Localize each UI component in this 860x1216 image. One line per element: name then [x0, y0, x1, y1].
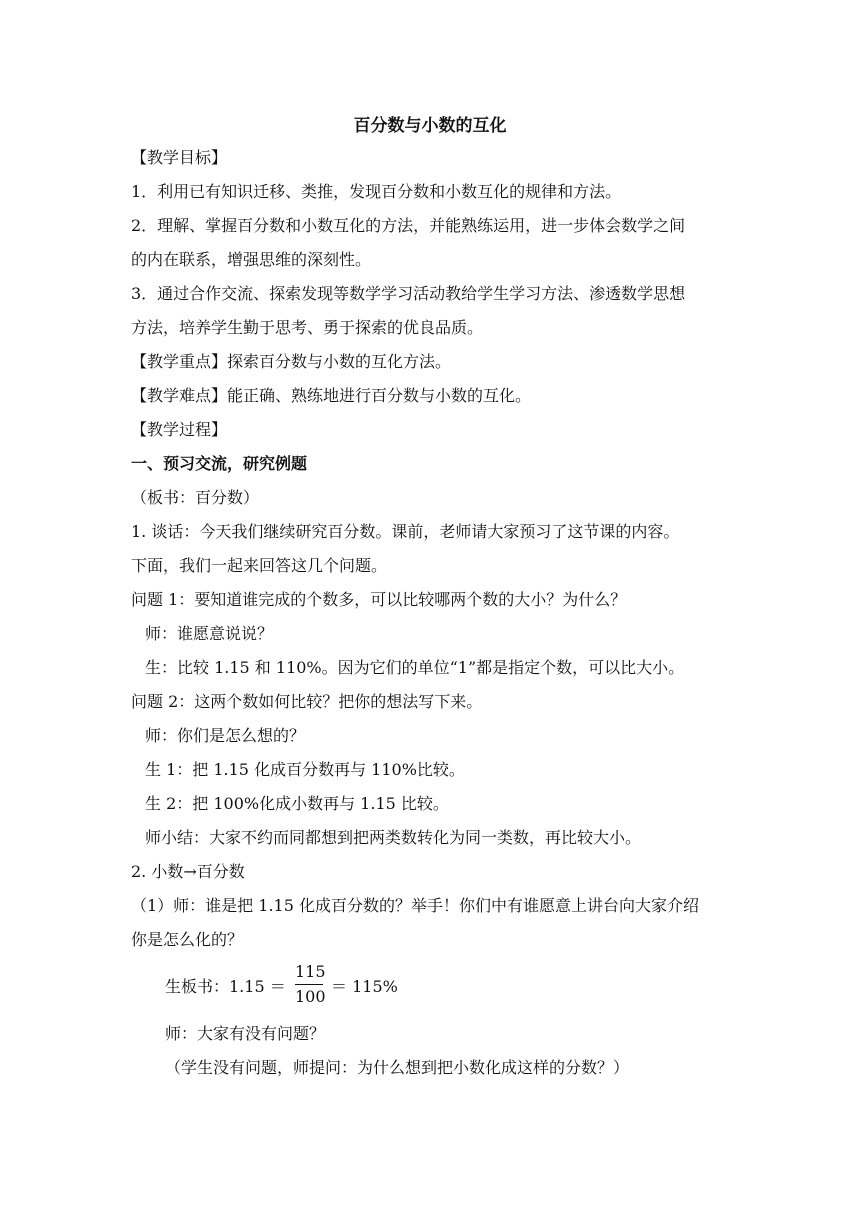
- objective-3: 3．通过合作交流、探索发现等数学学习活动教给学生学习方法、渗透数学思想: [131, 284, 686, 303]
- section-heading-process: 【教学过程】: [131, 420, 228, 439]
- subsection-heading: 一、预习交流，研究例题: [131, 454, 308, 473]
- formula-suffix: ＝ 115%: [331, 977, 398, 996]
- objective-2-cont: 的内在联系，增强思维的深刻性。: [131, 250, 372, 269]
- objective-3-cont: 方法，培养学生勤于思考、勇于探索的优良品质。: [131, 318, 484, 337]
- dialogue-student-2: 生 1：把 1.15 化成百分数再与 110%比较。: [145, 760, 465, 779]
- dialogue-teacher-1: 师：谁愿意说说？: [145, 624, 274, 643]
- dialogue-student-3: 生 2：把 100%化成小数再与 1.15 比较。: [145, 794, 449, 813]
- key-point: 【教学重点】探索百分数与小数的互化方法。: [131, 352, 452, 371]
- step-2: 2. 小数→百分数: [131, 862, 245, 881]
- step-1: 1. 谈话：今天我们继续研究百分数。课前，老师请大家预习了这节课的内容。: [131, 522, 680, 541]
- objective-2: 2．理解、掌握百分数和小数互化的方法，并能熟练运用，进一步体会数学之间: [131, 216, 686, 235]
- section-heading-objectives: 【教学目标】: [131, 148, 228, 167]
- dialogue-teacher-2: 师：你们是怎么想的？: [145, 726, 306, 745]
- board-note: （板书：百分数）: [131, 488, 260, 507]
- stage-note: （学生没有问题，师提问：为什么想到把小数化成这样的分数？）: [165, 1058, 630, 1077]
- teacher-summary: 师小结：大家不约而同都想到把两类数转化为同一类数，再比较大小。: [145, 828, 642, 847]
- dialogue-student-1: 生：比较 1.15 和 110%。因为它们的单位“1”都是指定个数，可以比大小。: [145, 658, 685, 677]
- dialogue-teacher-3: 师：大家有没有问题？: [165, 1024, 326, 1043]
- formula-prefix: 生板书：1.15 ＝: [165, 977, 286, 996]
- step-2-1-cont: 你是怎么化的？: [131, 930, 244, 949]
- step-1-cont: 下面，我们一起来回答这几个问题。: [131, 556, 388, 575]
- formula-denominator: 100: [295, 987, 326, 1006]
- board-formula: [165, 960, 565, 1010]
- objective-1: 1．利用已有知识迁移、类推，发现百分数和小数互化的规律和方法。: [131, 182, 622, 201]
- question-1: 问题 1：要知道谁完成的个数多，可以比较哪两个数的大小？为什么？: [131, 590, 627, 609]
- step-2-1: （1）师：谁是把 1.15 化成百分数的？举手！你们中有谁愿意上讲台向大家介绍: [131, 896, 699, 915]
- formula-numerator: 115: [295, 962, 326, 981]
- difficulty: 【教学难点】能正确、熟练地进行百分数与小数的互化。: [131, 386, 532, 405]
- question-2: 问题 2：这两个数如何比较？把你的想法写下来。: [131, 692, 483, 711]
- fraction-bar: [295, 984, 323, 985]
- document-title: 百分数与小数的互化: [353, 116, 507, 136]
